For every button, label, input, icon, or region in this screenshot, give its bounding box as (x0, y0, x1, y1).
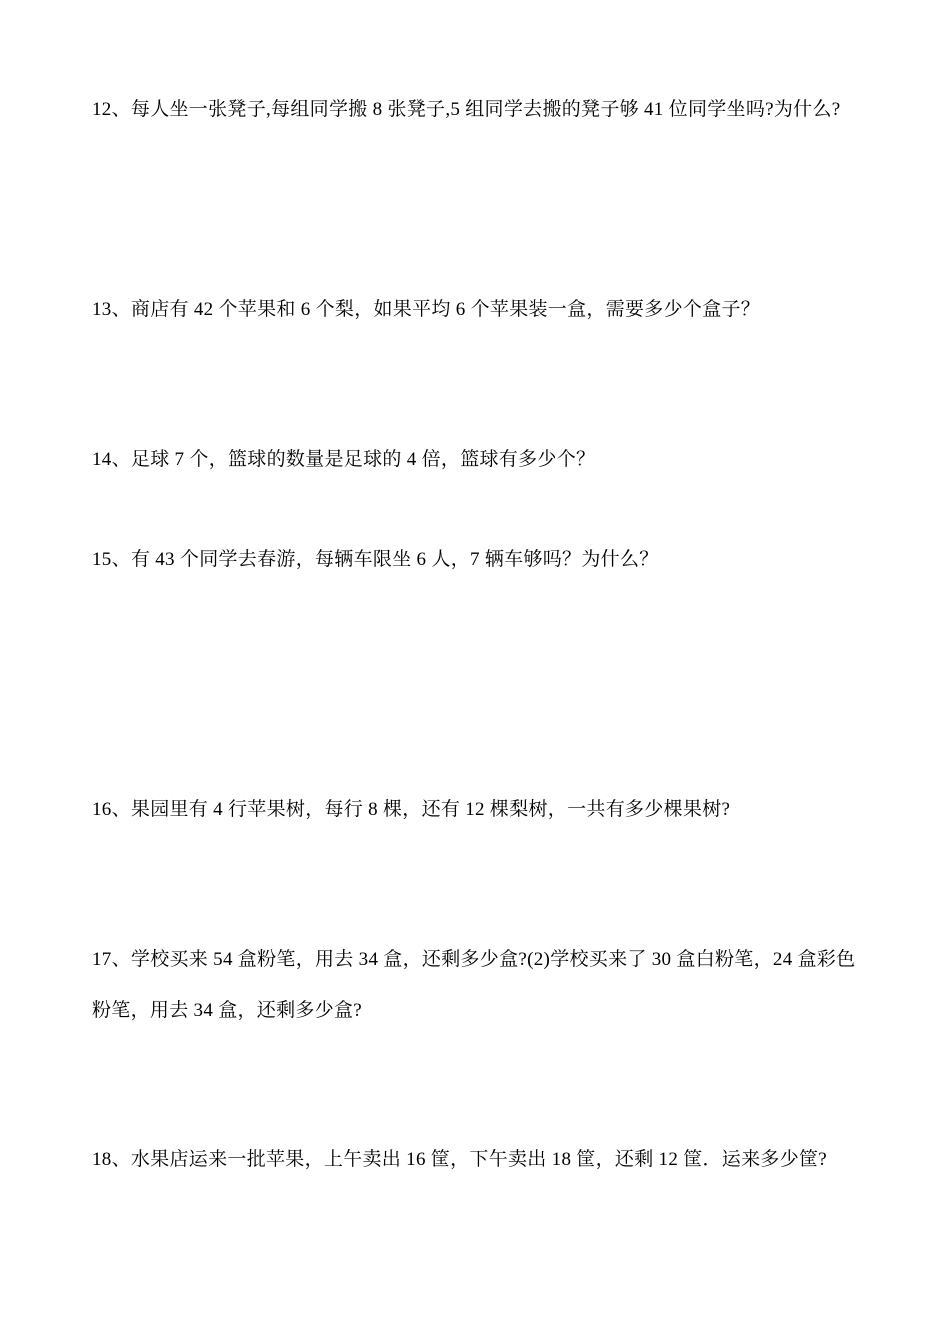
problem-13: 13、商店有 42 个苹果和 6 个梨，如果平均 6 个苹果装一盒，需要多少个盒子？ (92, 299, 761, 320)
problem-18: 18、水果店运来一批苹果，上午卖出 16 筐，下午卖出 18 筐，还剩 12 筐．运来多少筐? (92, 1149, 828, 1170)
problem-16: 16、果园里有 4 行苹果树，每行 8 棵，还有 12 棵梨树，一共有多少棵果树? (92, 799, 731, 820)
problem-15: 15、有 43 个同学去春游，每辆车限坐 6 人，7 辆车够吗？为什么？ (92, 549, 659, 570)
problem-17: 17、学校买来 54 盒粉笔，用去 34 盒，还剩多少盒?(2)学校买来了 30 盒白粉笔，24 盒彩色粉笔，用去 34 盒，还剩多少盒? (92, 949, 856, 1021)
problem-14: 14、足球 7 个，篮球的数量是足球的 4 倍，篮球有多少个？ (92, 449, 596, 470)
problem-12: 12、每人坐一张凳子,每组同学搬 8 张凳子,5 组同学去搬的凳子够 41 位同学坐吗?为什么? (92, 99, 841, 120)
